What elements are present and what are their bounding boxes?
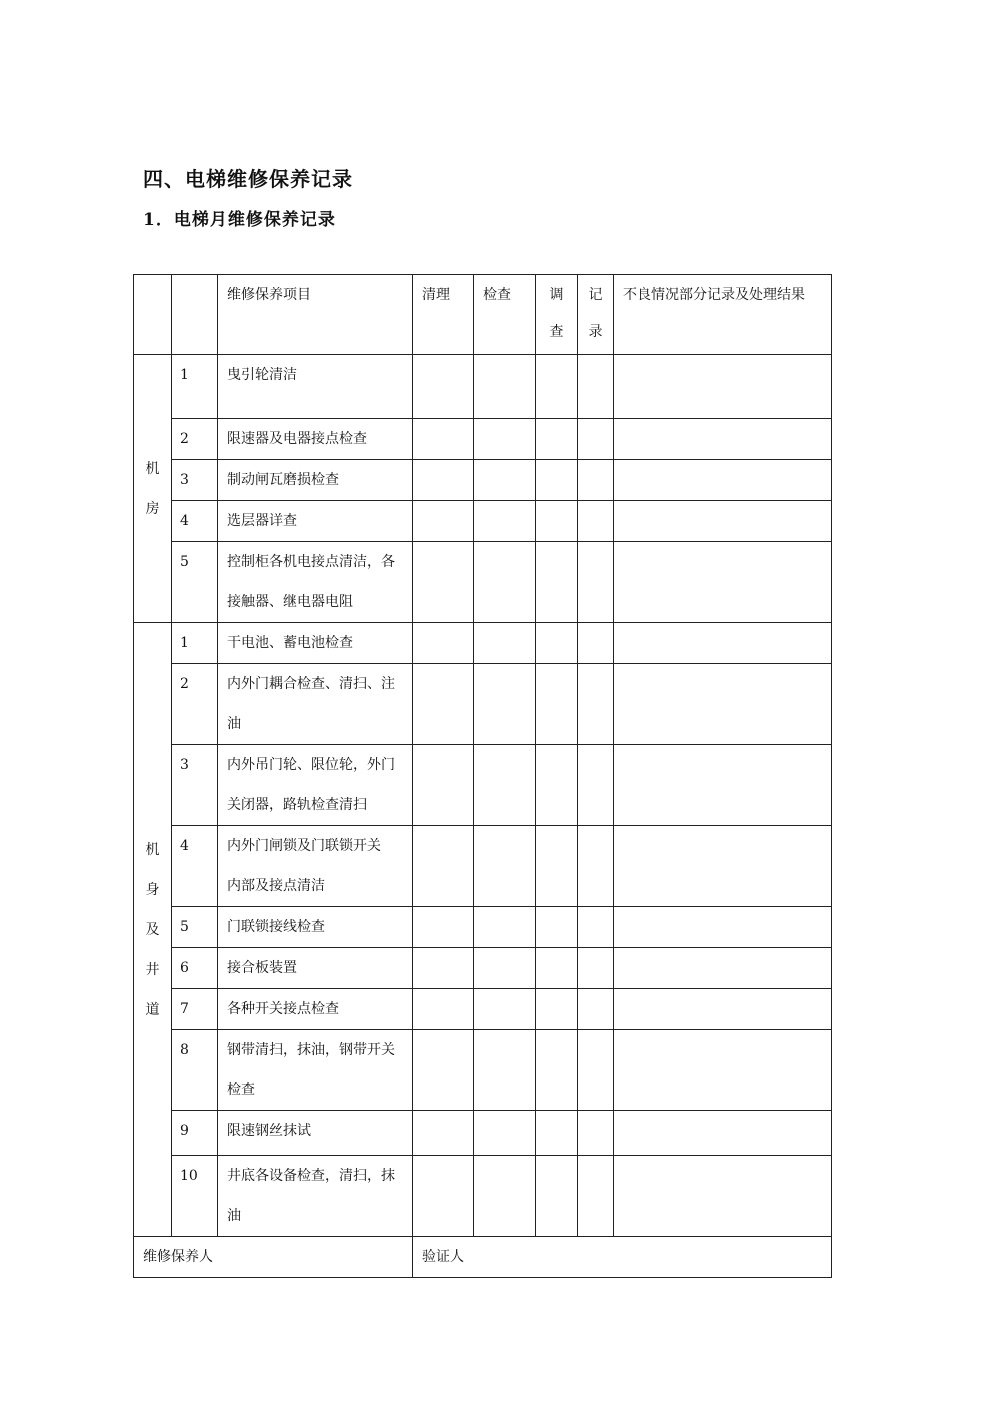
result-cell[interactable] xyxy=(614,623,832,664)
item-description xyxy=(218,1030,413,1111)
table-row xyxy=(134,989,832,1030)
check-cell[interactable] xyxy=(474,501,536,542)
header-result: 不良情况部分记录及处理结果 xyxy=(614,275,832,355)
item-description xyxy=(218,826,413,907)
row-number: 6 xyxy=(172,948,218,989)
item-description xyxy=(218,460,413,501)
record-cell[interactable] xyxy=(578,623,614,664)
check-cell[interactable] xyxy=(474,664,536,745)
clean-cell[interactable] xyxy=(413,1156,474,1237)
item-description xyxy=(218,1111,413,1156)
table-row xyxy=(134,623,832,664)
clean-cell[interactable] xyxy=(413,989,474,1030)
row-number: 9 xyxy=(172,1111,218,1156)
record-cell[interactable] xyxy=(578,826,614,907)
row-number: 5 xyxy=(172,542,218,623)
adjust-cell[interactable] xyxy=(536,355,578,419)
result-cell[interactable] xyxy=(614,664,832,745)
clean-cell[interactable] xyxy=(413,501,474,542)
row-number: 3 xyxy=(172,460,218,501)
record-cell[interactable] xyxy=(578,664,614,745)
item-description xyxy=(218,907,413,948)
item-description xyxy=(218,745,413,826)
check-cell[interactable] xyxy=(474,745,536,826)
clean-cell[interactable] xyxy=(413,355,474,419)
check-cell[interactable] xyxy=(474,1030,536,1111)
row-number: 4 xyxy=(172,501,218,542)
check-cell[interactable] xyxy=(474,826,536,907)
item-line: 接合板装置 xyxy=(227,960,297,976)
item-line: 内外门耦合检查、清扫、注 xyxy=(227,676,395,692)
row-number: 2 xyxy=(172,664,218,745)
check-cell[interactable] xyxy=(474,355,536,419)
adjust-cell[interactable] xyxy=(536,989,578,1030)
record-cell[interactable] xyxy=(578,501,614,542)
item-description xyxy=(218,419,413,460)
check-cell[interactable] xyxy=(474,1111,536,1156)
adjust-cell[interactable] xyxy=(536,623,578,664)
item-line: 门联锁接线检查 xyxy=(227,919,325,935)
result-cell[interactable] xyxy=(614,948,832,989)
header-number-cell xyxy=(172,275,218,355)
item-description xyxy=(218,1156,413,1237)
item-description xyxy=(218,948,413,989)
row-number: 1 xyxy=(172,623,218,664)
group-label-char: 房 xyxy=(145,500,160,517)
item-line: 限速钢丝抹试 xyxy=(227,1123,311,1139)
group-label-char: 机 xyxy=(145,460,160,477)
table-row xyxy=(134,745,832,826)
adjust-cell[interactable] xyxy=(536,1111,578,1156)
header-clean: 清理 xyxy=(413,275,474,355)
clean-cell[interactable] xyxy=(413,460,474,501)
result-cell[interactable] xyxy=(614,419,832,460)
item-line: 内外门闸锁及门联锁开关 xyxy=(227,838,381,854)
table-row xyxy=(134,501,832,542)
check-cell[interactable] xyxy=(474,542,536,623)
maintenance-record-table xyxy=(133,274,832,1278)
header-row xyxy=(134,275,832,355)
adjust-cell[interactable] xyxy=(536,826,578,907)
check-cell[interactable] xyxy=(474,623,536,664)
clean-cell[interactable] xyxy=(413,542,474,623)
table-row xyxy=(134,1111,832,1156)
record-cell[interactable] xyxy=(578,1156,614,1237)
group-label-char: 井 xyxy=(145,961,160,978)
result-cell[interactable] xyxy=(614,1111,832,1156)
header-item: 维修保养项目 xyxy=(218,275,413,355)
clean-cell[interactable] xyxy=(413,826,474,907)
header-adjust-char: 调 xyxy=(549,287,564,303)
clean-cell[interactable] xyxy=(413,664,474,745)
item-description xyxy=(218,542,413,623)
item-description xyxy=(218,501,413,542)
item-line: 干电池、蓄电池检查 xyxy=(227,635,353,651)
result-cell[interactable] xyxy=(614,826,832,907)
record-cell[interactable] xyxy=(578,907,614,948)
check-cell[interactable] xyxy=(474,948,536,989)
header-record-char: 记 xyxy=(588,287,603,303)
table-row xyxy=(134,542,832,623)
clean-cell[interactable] xyxy=(413,623,474,664)
adjust-cell[interactable] xyxy=(536,1156,578,1237)
header-check: 检查 xyxy=(474,275,536,355)
adjust-cell[interactable] xyxy=(536,460,578,501)
header-record-char: 录 xyxy=(588,324,603,340)
record-cell[interactable] xyxy=(578,419,614,460)
result-cell[interactable] xyxy=(614,1030,832,1111)
result-cell[interactable] xyxy=(614,501,832,542)
group-label-char: 道 xyxy=(145,1001,160,1018)
item-description xyxy=(218,623,413,664)
table-row xyxy=(134,460,832,501)
group-label xyxy=(134,355,172,623)
item-line: 制动闸瓦磨损检查 xyxy=(227,472,339,488)
footer-row xyxy=(134,1237,832,1278)
item-line: 各种开关接点检查 xyxy=(227,1001,339,1017)
verifier-label: 验证人 xyxy=(413,1237,832,1278)
table-row xyxy=(134,1030,832,1111)
row-number: 7 xyxy=(172,989,218,1030)
result-cell[interactable] xyxy=(614,460,832,501)
adjust-cell[interactable] xyxy=(536,542,578,623)
item-line: 选层器详查 xyxy=(227,513,297,529)
table-row xyxy=(134,664,832,745)
check-cell[interactable] xyxy=(474,460,536,501)
clean-cell[interactable] xyxy=(413,948,474,989)
adjust-cell[interactable] xyxy=(536,1030,578,1111)
group-label-char: 机 xyxy=(145,841,160,858)
record-cell[interactable] xyxy=(578,542,614,623)
clean-cell[interactable] xyxy=(413,419,474,460)
table-row xyxy=(134,1156,832,1237)
section-title: 四、电梯维修保养记录 xyxy=(143,167,353,191)
item-line: 内部及接点清洁 xyxy=(227,878,325,894)
record-cell[interactable] xyxy=(578,745,614,826)
table-row xyxy=(134,419,832,460)
group-label-char: 及 xyxy=(145,921,160,938)
row-number: 8 xyxy=(172,1030,218,1111)
result-cell[interactable] xyxy=(614,745,832,826)
item-description xyxy=(218,989,413,1030)
group-label xyxy=(134,623,172,1237)
result-cell[interactable] xyxy=(614,989,832,1030)
item-line: 曳引轮清洁 xyxy=(227,367,297,383)
adjust-cell[interactable] xyxy=(536,419,578,460)
record-cell[interactable] xyxy=(578,1030,614,1111)
item-line: 关闭器，路轨检查清扫 xyxy=(227,797,367,813)
item-line: 油 xyxy=(227,1208,241,1224)
header-adjust-char: 查 xyxy=(549,324,564,340)
record-cell[interactable] xyxy=(578,355,614,419)
row-number: 3 xyxy=(172,745,218,826)
header-adjust xyxy=(536,275,578,355)
table-row xyxy=(134,355,832,419)
table-row xyxy=(134,907,832,948)
result-cell[interactable] xyxy=(614,542,832,623)
check-cell[interactable] xyxy=(474,989,536,1030)
row-number: 1 xyxy=(172,355,218,419)
row-number: 2 xyxy=(172,419,218,460)
clean-cell[interactable] xyxy=(413,1111,474,1156)
header-record xyxy=(578,275,614,355)
item-line: 油 xyxy=(227,716,241,732)
row-number: 5 xyxy=(172,907,218,948)
item-line: 钢带清扫，抹油，钢带开关 xyxy=(227,1042,395,1058)
row-number: 10 xyxy=(172,1156,218,1237)
result-cell[interactable] xyxy=(614,907,832,948)
table-row xyxy=(134,948,832,989)
record-cell[interactable] xyxy=(578,948,614,989)
check-cell[interactable] xyxy=(474,1156,536,1237)
record-cell[interactable] xyxy=(578,1111,614,1156)
item-line: 接触器、继电器电阻 xyxy=(227,594,353,610)
adjust-cell[interactable] xyxy=(536,745,578,826)
item-description xyxy=(218,664,413,745)
record-cell[interactable] xyxy=(578,989,614,1030)
maintainer-label: 维修保养人 xyxy=(134,1237,413,1278)
item-line: 井底各设备检查，清扫，抹 xyxy=(227,1168,395,1184)
item-line: 检查 xyxy=(227,1082,255,1098)
adjust-cell[interactable] xyxy=(536,664,578,745)
clean-cell[interactable] xyxy=(413,745,474,826)
result-cell[interactable] xyxy=(614,355,832,419)
adjust-cell[interactable] xyxy=(536,948,578,989)
adjust-cell[interactable] xyxy=(536,501,578,542)
row-number: 4 xyxy=(172,826,218,907)
group-label-char: 身 xyxy=(145,881,160,898)
adjust-cell[interactable] xyxy=(536,907,578,948)
clean-cell[interactable] xyxy=(413,907,474,948)
check-cell[interactable] xyxy=(474,419,536,460)
record-cell[interactable] xyxy=(578,460,614,501)
item-line: 内外吊门轮、限位轮，外门 xyxy=(227,757,395,773)
result-cell[interactable] xyxy=(614,1156,832,1237)
table-row xyxy=(134,826,832,907)
item-description xyxy=(218,355,413,419)
clean-cell[interactable] xyxy=(413,1030,474,1111)
check-cell[interactable] xyxy=(474,907,536,948)
item-line: 控制柜各机电接点清洁，各 xyxy=(227,554,395,570)
item-line: 限速器及电器接点检查 xyxy=(227,431,367,447)
subsection-title: 1．电梯月维修保养记录 xyxy=(143,210,336,230)
header-group-cell xyxy=(134,275,172,355)
